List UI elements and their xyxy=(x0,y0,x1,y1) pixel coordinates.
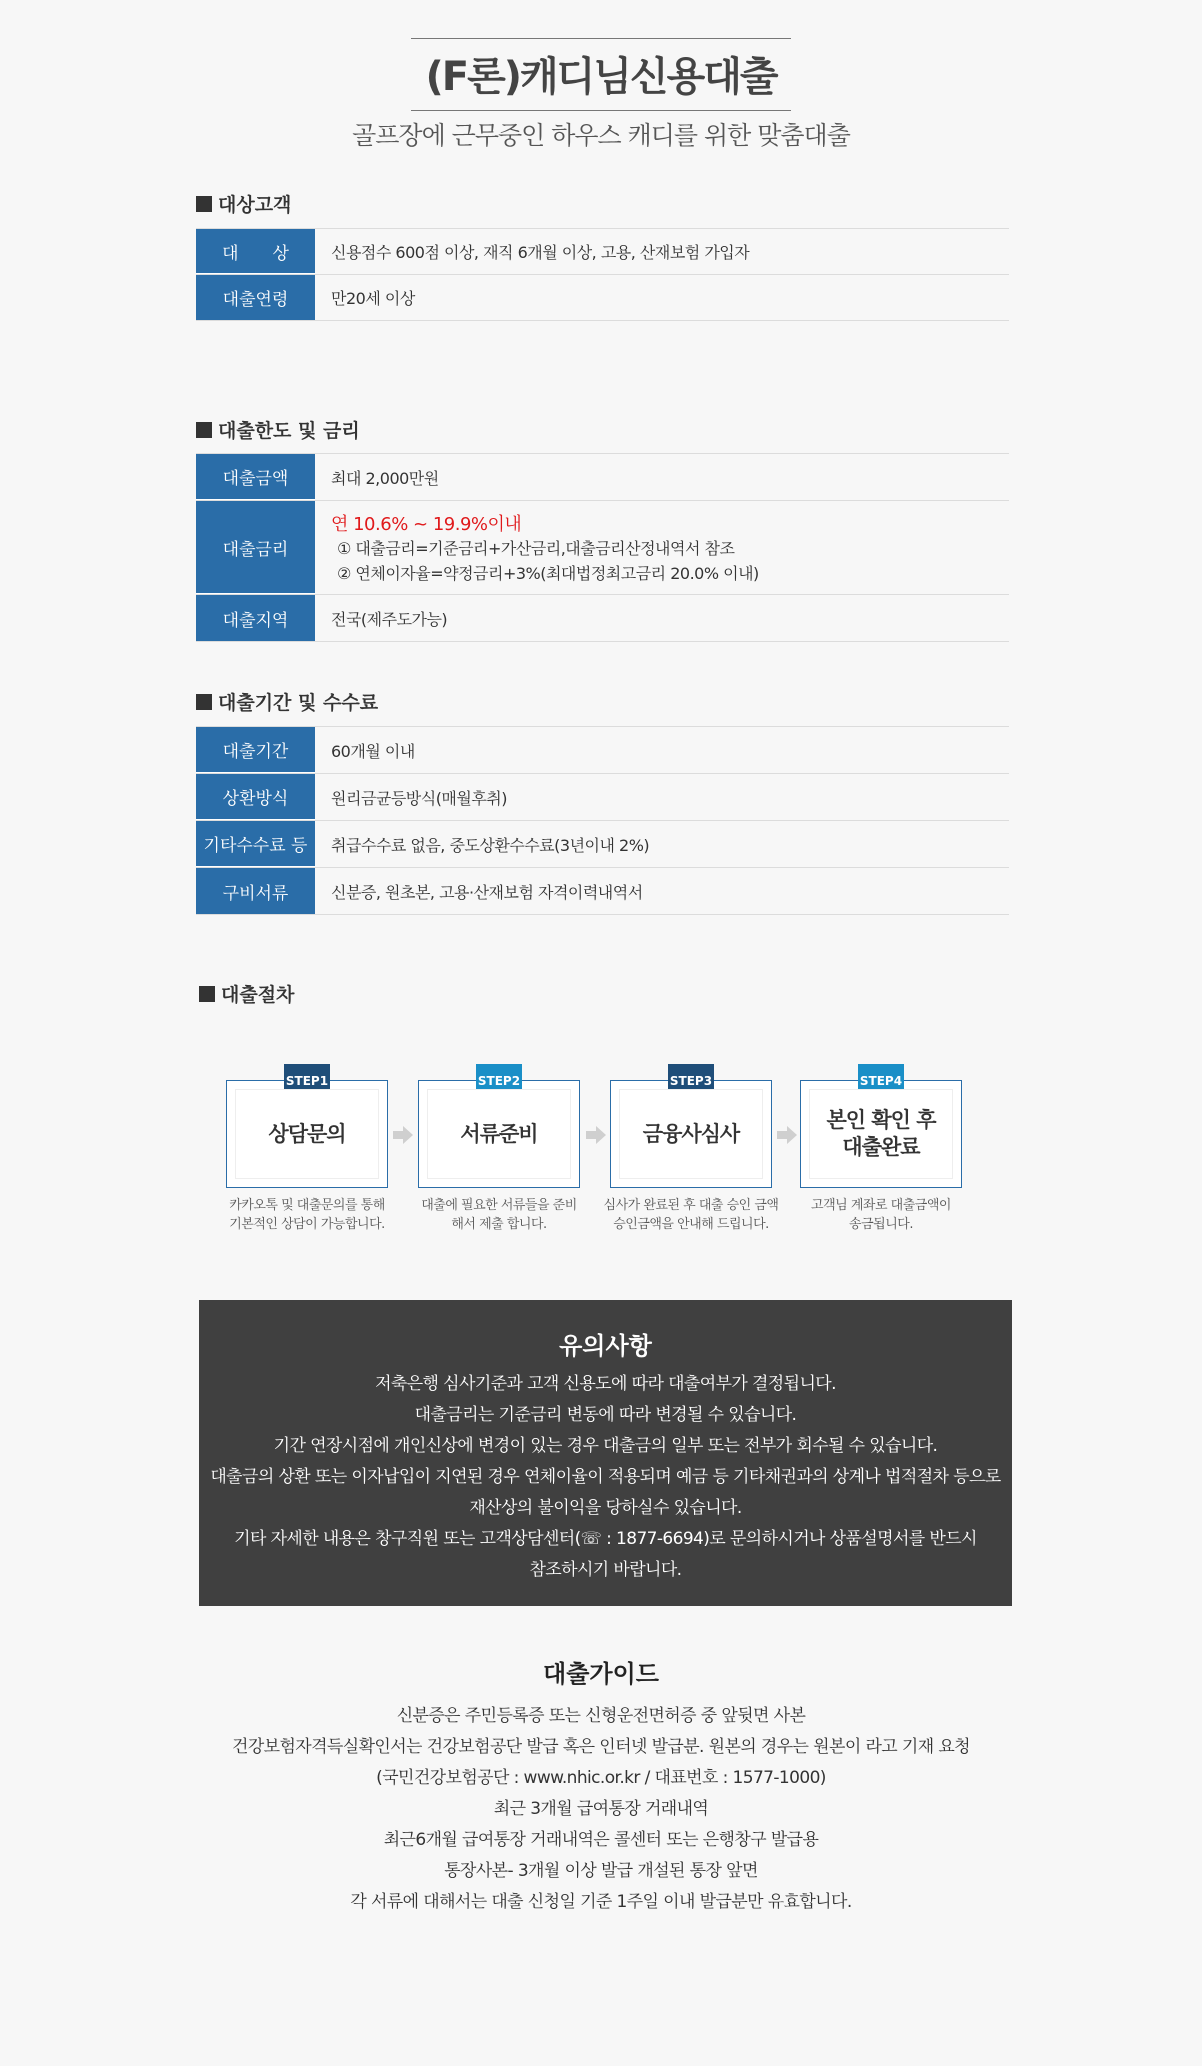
page-title: (F론)캐디님신용대출 xyxy=(425,54,777,100)
row-label: 대출금액 xyxy=(196,454,315,500)
notice-text: 저축은행 심사기준과 고객 신용도에 따라 대출여부가 결정됩니다. 대출금리는 기준금리 변동에 따라 변경될 수 있습니다. 기간 연장시점에 개인신상에 변경이 있는 경우 대출금의 일부 또는 전부가 회수될 수 있습니다. 대출금의 상환 또는 이자납입이 지연된 경우 연체이율이 적용되며 예금 등 기타채권과의 상계나 법적절차 등으로 재산상의 불이익을 당하실수 있습니다. 기타 자세한 내용은 창구직원 또는 고객상담센터(☏ : 1877-6694)로 문의하시거나 상품설명서를 반드시 참조하시기 바랍니다. xyxy=(210,1374,1001,1580)
target-table xyxy=(196,228,1009,321)
square-bullet-icon xyxy=(196,694,212,710)
step-description: 고객님 계좌로 대출금액이 송금됩니다. xyxy=(811,1198,951,1232)
step-title: 상담문의 xyxy=(235,1089,379,1179)
step-title: 서류준비 xyxy=(427,1089,571,1179)
guide-line: 각 서류에 대해서는 대출 신청일 기준 1주일 이내 발급분만 유효합니다. xyxy=(350,1892,852,1912)
rate-note: ② 연체이자율=약정금리+3%(최대법정최고금리 20.0% 이내) xyxy=(337,563,759,583)
step-card-1 xyxy=(226,1074,388,1188)
row-value: 신분증, 원초본, 고용·산재보험 자격이력내역서 xyxy=(331,882,643,902)
rate-note: ① 대출금리=기준금리+가산금리,대출금리산정내역서 참조 xyxy=(337,538,735,558)
limit-table xyxy=(196,453,1009,642)
guide-line: 최근 3개월 급여통장 거래내역 xyxy=(493,1799,709,1819)
arrow-right-icon xyxy=(393,1126,413,1144)
guide-list xyxy=(0,1701,1202,1918)
row-label: 대출지역 xyxy=(196,595,315,641)
section-heading-text: 대출기간 및 수수료 xyxy=(218,692,379,714)
row-value: 취급수수료 없음, 중도상환수수료(3년이내 2%) xyxy=(331,835,650,855)
rate-cell xyxy=(315,501,1009,594)
section-heading-limit xyxy=(196,416,360,443)
row-label: 대출금리 xyxy=(196,501,315,594)
section-heading-target xyxy=(196,190,291,217)
period-table xyxy=(196,726,1009,915)
row-label: 대출연령 xyxy=(196,275,315,320)
table-row xyxy=(196,727,1009,774)
guide-line: (국민건강보험공단 : www.nhic.or.kr / 대표번호 : 1577-1000) xyxy=(376,1768,826,1788)
step-description: 대출에 필요한 서류들을 준비 해서 제출 합니다. xyxy=(421,1198,577,1232)
step-title: 금융사심사 xyxy=(619,1089,763,1179)
loan-guide xyxy=(0,1654,1202,1918)
row-value: 전국(제주도가능) xyxy=(331,609,448,629)
guide-line: 신분증은 주민등록증 또는 신형운전면허증 중 앞뒷면 사본 xyxy=(396,1706,806,1726)
table-row xyxy=(196,275,1009,321)
table-row xyxy=(196,501,1009,595)
page-subtitle: 골프장에 근무중인 하우스 캐디를 위한 맞춤대출 xyxy=(352,121,850,150)
step-card-4 xyxy=(800,1074,962,1188)
section-heading-process xyxy=(199,980,294,1007)
row-value: 60개월 이내 xyxy=(331,741,415,761)
title-area xyxy=(0,38,1202,111)
guide-title: 대출가이드 xyxy=(543,1660,659,1688)
row-value: 최대 2,000만원 xyxy=(331,468,439,488)
section-heading-text: 대상고객 xyxy=(218,194,292,216)
table-row xyxy=(196,454,1009,501)
square-bullet-icon xyxy=(196,196,212,212)
step-card-3 xyxy=(610,1074,772,1188)
step-badge: STEP2 xyxy=(476,1064,522,1098)
square-bullet-icon xyxy=(199,986,215,1002)
step-badge: STEP1 xyxy=(284,1064,330,1098)
guide-line: 건강보험자격득실확인서는 건강보험공단 발급 혹은 인터넷 발급분. 원본의 경우는 원본이 라고 기재 요청 xyxy=(232,1737,970,1757)
row-value: 신용점수 600점 이상, 재직 6개월 이상, 고용, 산재보험 가입자 xyxy=(331,243,750,262)
row-label: 상환방식 xyxy=(196,774,315,820)
step-description: 심사가 완료된 후 대출 승인 금액 승인금액을 안내해 드립니다. xyxy=(603,1198,779,1232)
row-label: 구비서류 xyxy=(196,868,315,914)
square-bullet-icon xyxy=(196,422,212,438)
title-box xyxy=(411,38,790,111)
arrow-right-icon xyxy=(777,1126,797,1144)
step-description: 카카오톡 및 대출문의를 통해 기본적인 상담이 가능합니다. xyxy=(229,1198,385,1232)
rate-range: 연 10.6% ~ 19.9%이내 xyxy=(331,513,522,535)
step-badge: STEP4 xyxy=(858,1064,904,1098)
table-row xyxy=(196,229,1009,275)
arrow-right-icon xyxy=(586,1126,606,1144)
row-value: 원리금균등방식(매월후취) xyxy=(331,788,508,808)
step-title: 본인 확인 후 대출완료 xyxy=(809,1089,953,1179)
step-card-2 xyxy=(418,1074,580,1188)
notice-box xyxy=(199,1300,1012,1606)
table-row xyxy=(196,774,1009,821)
table-row xyxy=(196,595,1009,642)
notice-title: 유의사항 xyxy=(559,1332,652,1360)
table-row xyxy=(196,821,1009,868)
section-heading-text: 대출한도 및 금리 xyxy=(218,420,360,442)
section-heading-period xyxy=(196,688,378,715)
guide-line: 통장사본- 3개월 이상 발급 개설된 통장 앞면 xyxy=(444,1861,758,1881)
step-badge: STEP3 xyxy=(668,1064,714,1098)
row-label: 대출기간 xyxy=(196,727,315,773)
row-label: 기타수수료 등 xyxy=(196,821,315,867)
table-row xyxy=(196,868,1009,915)
section-heading-text: 대출절차 xyxy=(221,984,295,1006)
guide-line: 최근6개월 급여통장 거래내역은 콜센터 또는 은행창구 발급용 xyxy=(383,1830,819,1850)
row-value: 만20세 이상 xyxy=(331,289,415,308)
row-label: 대 상 xyxy=(196,229,315,274)
